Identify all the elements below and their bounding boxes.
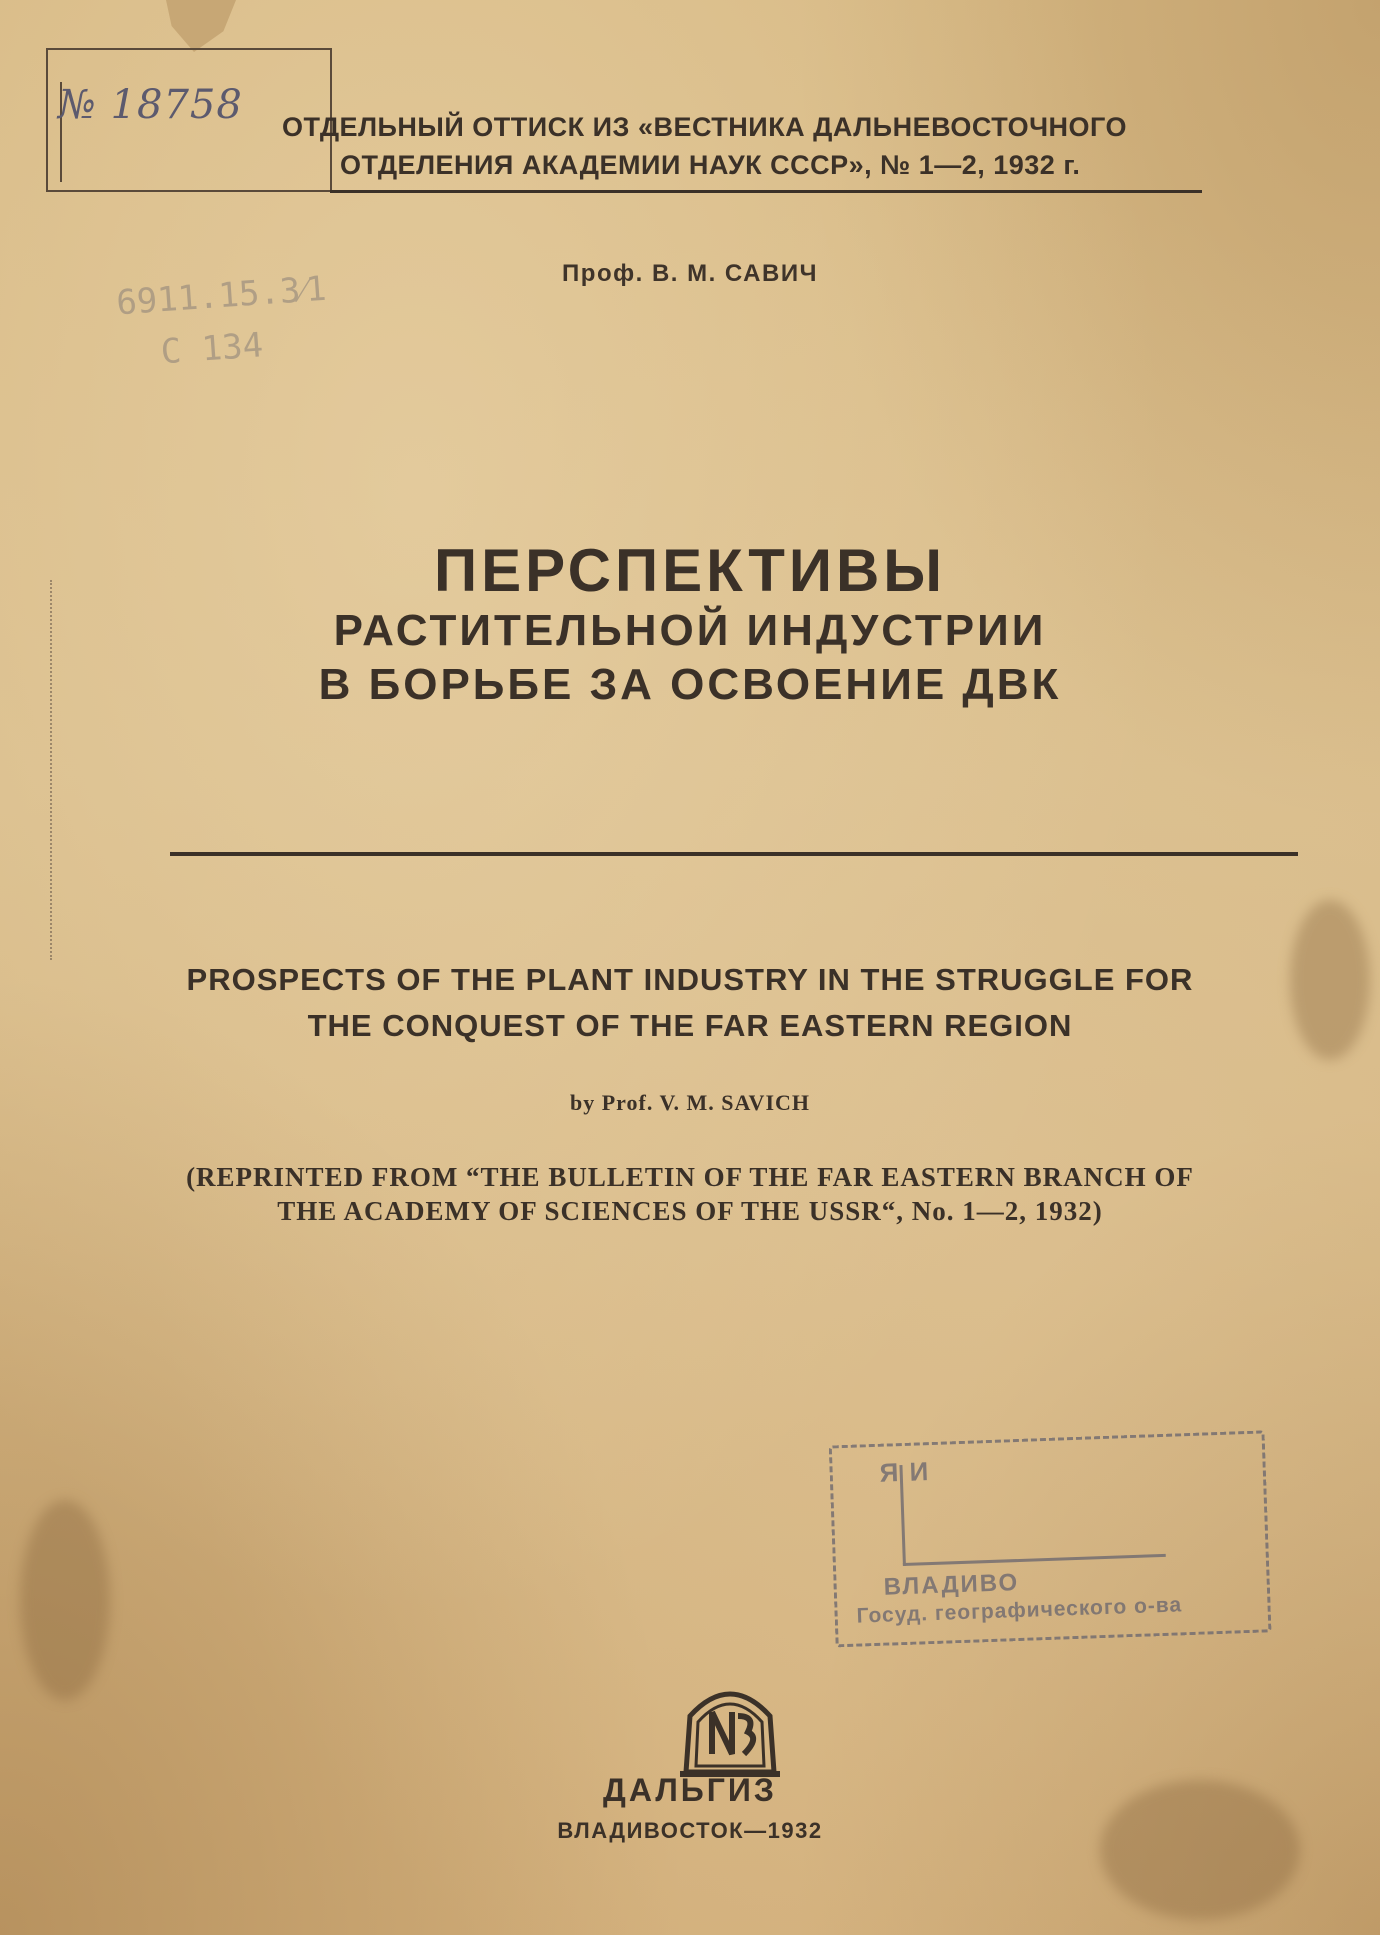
reprint-note-ru-line1: ОТДЕЛЬНЫЙ ОТТИСК ИЗ «ВЕСТНИКА ДАЛЬНЕВОСТОЧНОГО: [282, 112, 1127, 142]
stamp-line3: Госуд. географического о-ва: [856, 1593, 1183, 1628]
handwritten-accession-number: № 18758: [58, 82, 243, 128]
pencil-shelfmark: 6911.15.3⁄1 C 134: [115, 268, 328, 376]
reprint-note-ru: [282, 108, 1127, 184]
title-en-line2: THE CONQUEST OF THE FAR EASTERN REGION: [307, 1008, 1073, 1043]
library-stamp: [829, 1431, 1266, 1642]
stamp-line2: ВЛАДИВО: [883, 1569, 1020, 1601]
publisher-name: ДАЛЬГИЗ: [603, 1772, 777, 1808]
title-en-line1: PROSPECTS OF THE PLANT INDUSTRY IN THE STRUGGLE FOR: [186, 962, 1194, 997]
reprint-note-ru-line2: ОТДЕЛЕНИЯ АКАДЕМИИ НАУК СССР», № 1—2, 1932 г.: [340, 150, 1081, 180]
author-ru: Проф. В. М. САВИЧ: [562, 260, 818, 287]
stamp-line1: Я И: [879, 1456, 931, 1488]
title-ru-line2: РАСТИТЕЛЬНОЙ ИНДУСТРИИ: [333, 606, 1047, 655]
title-ru-line1: ПЕРСПЕКТИВЫ: [433, 537, 947, 604]
publisher-logo-icon: [676, 1676, 784, 1780]
reprint-note-en-line2: THE ACADEMY OF SCIENCES OF THE USSR“, No. 1—2, 1932): [277, 1196, 1103, 1226]
stamp-inner-box: [899, 1456, 1165, 1566]
paper-tear: [166, 0, 236, 52]
section-divider: [170, 852, 1298, 856]
title-ru-line3: В БОРЬБЕ ЗА ОСВОЕНИЕ ДВК: [318, 660, 1062, 709]
publisher-city-year: ВЛАДИВОСТОК—1932: [557, 1818, 823, 1843]
author-en: by Prof. V. M. SAVICH: [569, 1090, 811, 1115]
header-rule: [330, 190, 1202, 193]
reprint-note-en-line1: (REPRINTED FROM “THE BULLETIN OF THE FAR EASTERN BRANCH OF: [186, 1162, 1194, 1192]
paper-stain: [20, 1500, 110, 1700]
